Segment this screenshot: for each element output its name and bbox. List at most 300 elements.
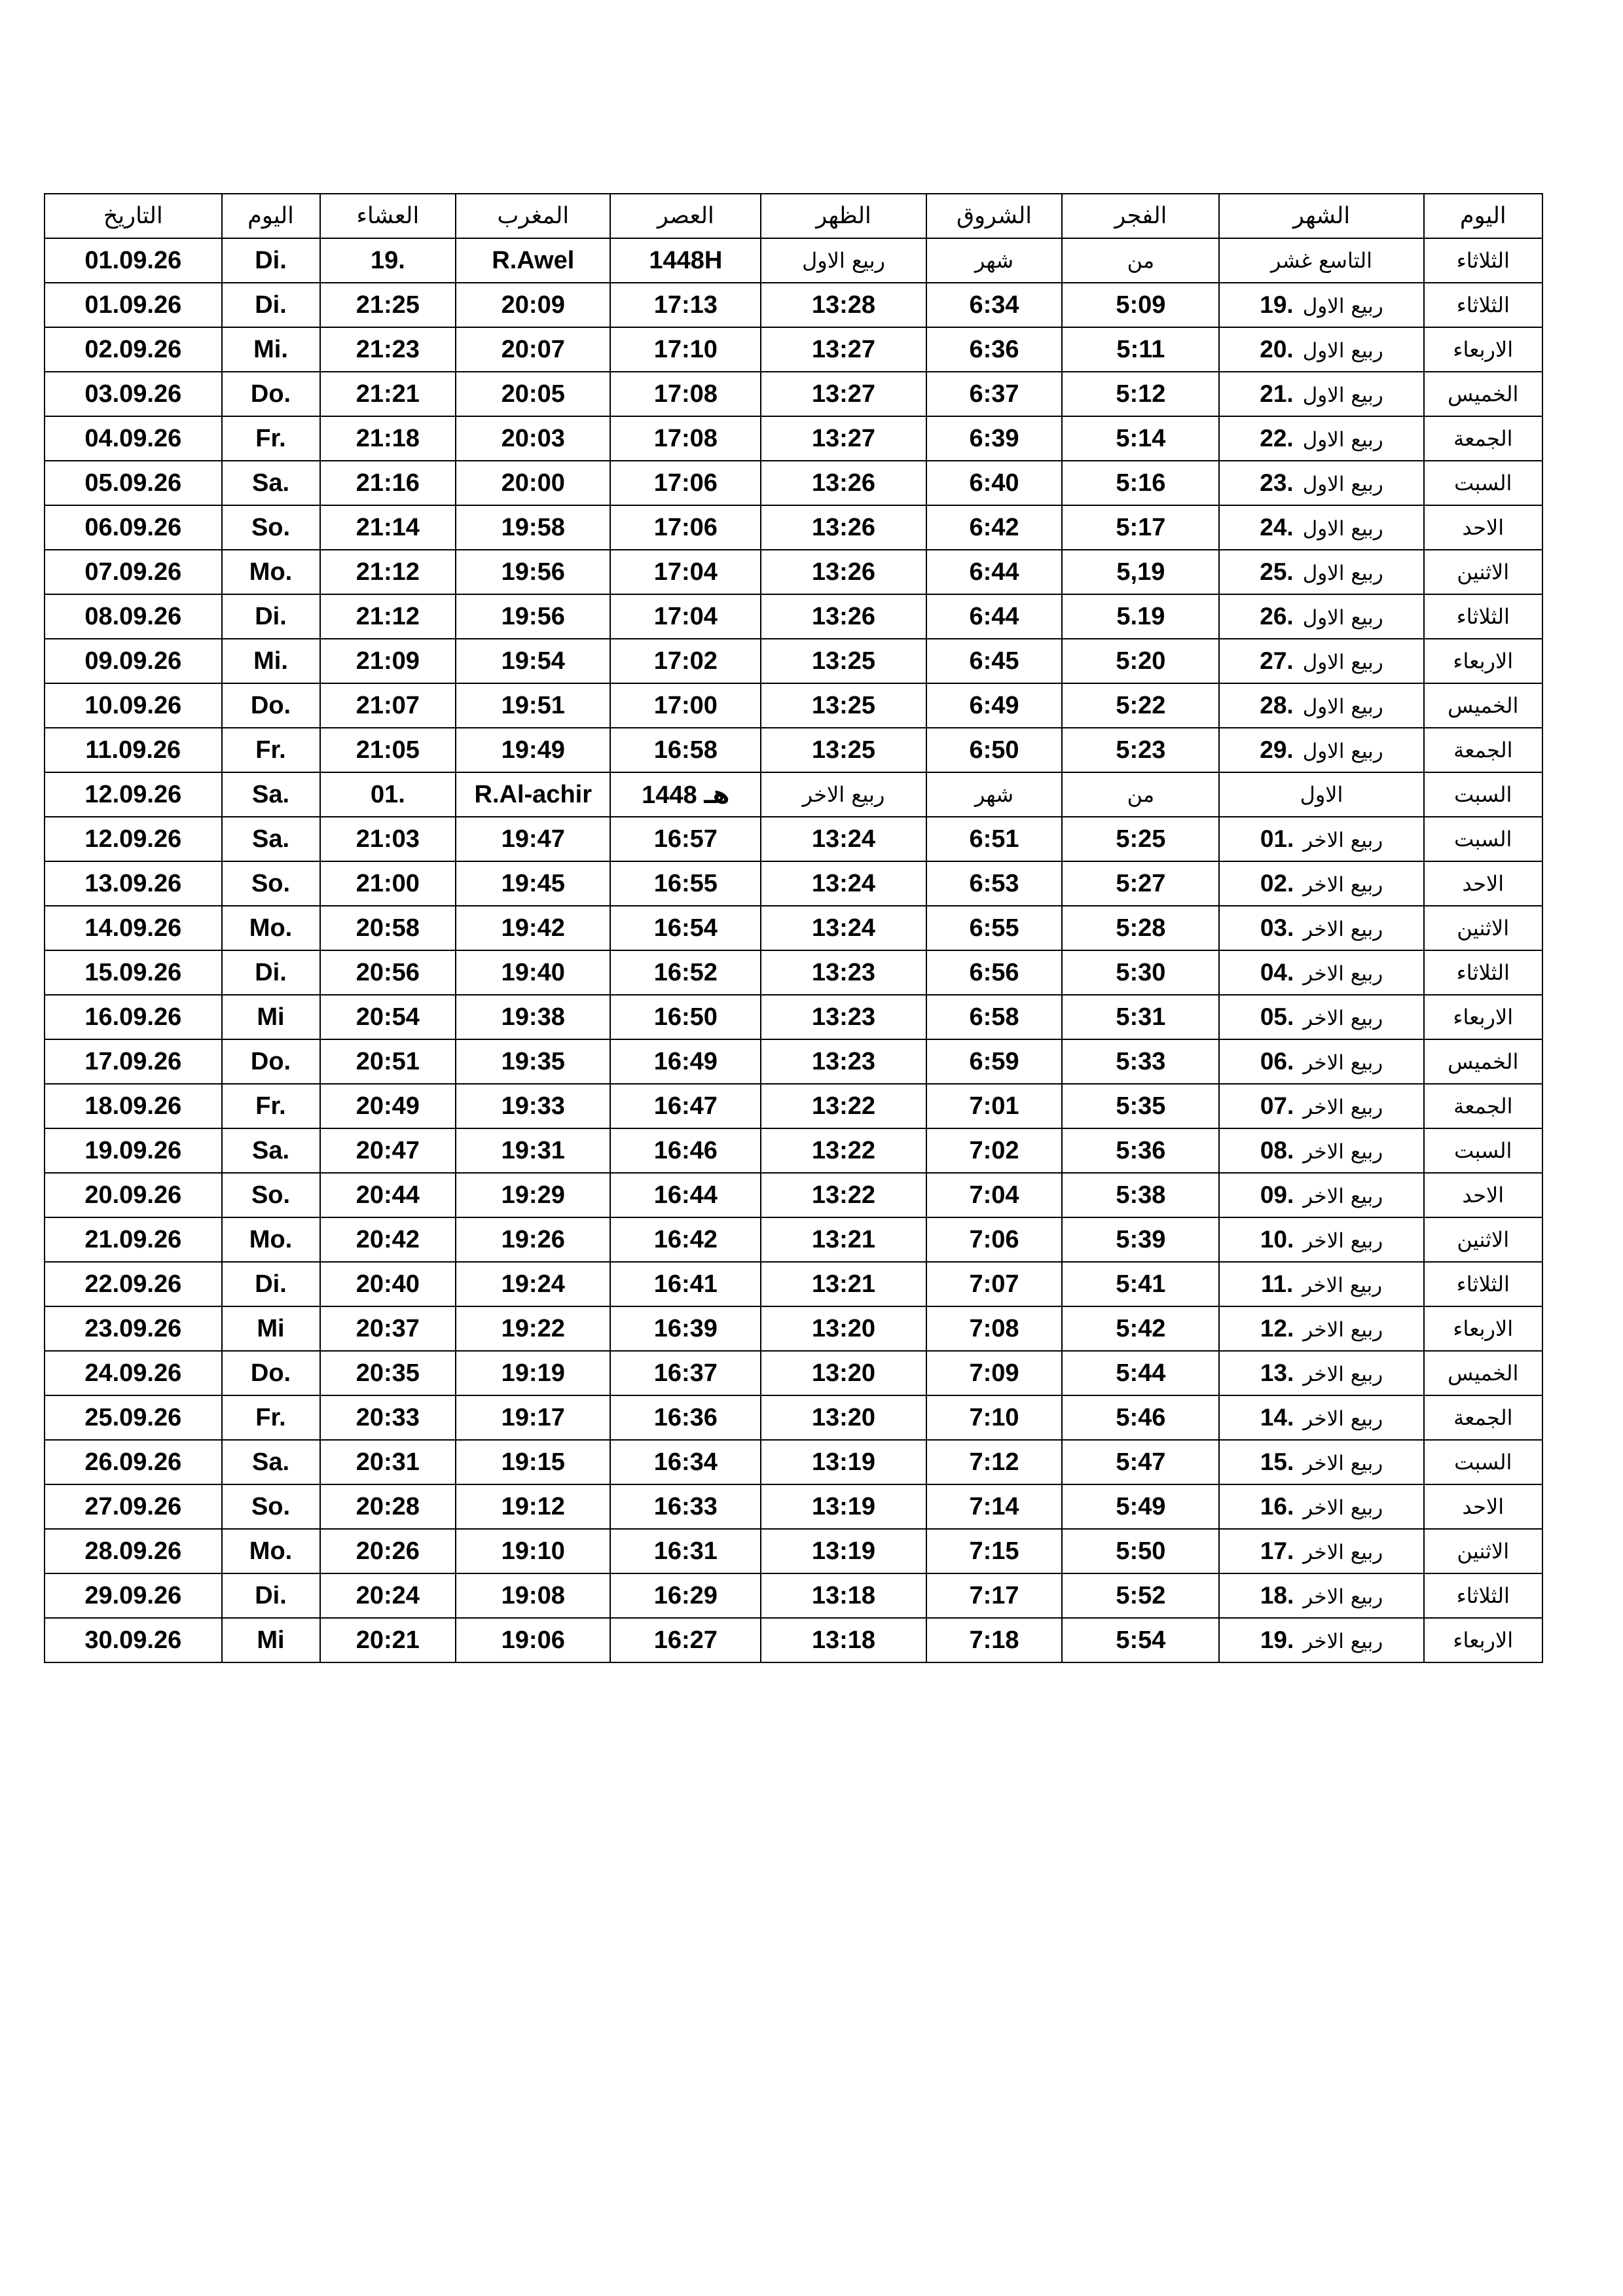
weekday-cell: Sa. [222, 772, 320, 817]
isha-cell: 21:25 [320, 283, 456, 327]
weekday-cell: Do. [222, 372, 320, 416]
hijri-month-cell [1219, 1128, 1423, 1173]
weekday-cell: Mi [222, 1306, 320, 1351]
weekday-cell: Di. [222, 950, 320, 995]
maghrib-cell: 19:22 [456, 1306, 610, 1351]
asr-cell: 16:50 [610, 995, 761, 1039]
maghrib-cell: R.Awel [456, 238, 610, 283]
asr-cell: 17:13 [610, 283, 761, 327]
fajr-cell: 5:36 [1062, 1128, 1219, 1173]
hijri-month-cell [1219, 416, 1423, 461]
hijri-month-name: ربيع الاول [1302, 651, 1383, 674]
asr-cell: 16:39 [610, 1306, 761, 1351]
fajr-cell: 5:12 [1062, 372, 1219, 416]
shuruq-cell: 7:08 [926, 1306, 1063, 1351]
table-row [45, 461, 1542, 505]
weekday-cell: Do. [222, 683, 320, 728]
fajr-cell: من [1062, 238, 1219, 283]
arabic-weekday-cell: الجمعة [1424, 1395, 1542, 1440]
hijri-month-cell [1219, 1529, 1423, 1573]
hijri-month-cell [1219, 1440, 1423, 1484]
dhuhr-cell: 13:21 [761, 1262, 926, 1306]
table-row [45, 1440, 1542, 1484]
date-cell: 16.09.26 [45, 995, 222, 1039]
asr-cell: 16:31 [610, 1529, 761, 1573]
header-fajr: الفجر [1062, 194, 1219, 238]
hijri-month-cell [1219, 550, 1423, 594]
hijri-month-name: ربيع الاول [1302, 517, 1383, 541]
arabic-weekday-cell: الثلاثاء [1424, 1262, 1542, 1306]
isha-cell: 20:24 [320, 1573, 456, 1618]
dhuhr-cell: 13:24 [761, 906, 926, 950]
shuruq-cell: 6:56 [926, 950, 1063, 995]
table-row [45, 639, 1542, 683]
prayer-times-table [44, 193, 1543, 1663]
arabic-weekday-cell: الاربعاء [1424, 995, 1542, 1039]
fajr-cell: 5.19 [1062, 594, 1219, 639]
date-cell: 01.09.26 [45, 238, 222, 283]
weekday-cell: Mi [222, 1618, 320, 1662]
dhuhr-cell: 13:27 [761, 327, 926, 372]
hijri-month-cell [1219, 283, 1423, 327]
isha-cell: 20:26 [320, 1529, 456, 1573]
asr-cell: 1448 هـ [610, 772, 761, 817]
isha-cell: 21:18 [320, 416, 456, 461]
weekday-cell: Mi [222, 995, 320, 1039]
arabic-weekday-cell: الاحد [1424, 1484, 1542, 1529]
fajr-cell: 5:20 [1062, 639, 1219, 683]
asr-cell: 16:27 [610, 1618, 761, 1662]
arabic-weekday-cell: الخميس [1424, 1039, 1542, 1084]
hijri-month-cell [1219, 1039, 1423, 1084]
hijri-day-number: 12. [1260, 1315, 1294, 1342]
isha-cell: 20:56 [320, 950, 456, 995]
hijri-month-name: ربيع الاخر [1303, 962, 1383, 986]
hijri-month-name: ربيع الاخر [1303, 1051, 1383, 1075]
hijri-day-number: 21. [1260, 380, 1294, 407]
shuruq-cell: 7:06 [926, 1217, 1063, 1262]
asr-cell: 17:04 [610, 550, 761, 594]
maghrib-cell: 20:07 [456, 327, 610, 372]
weekday-cell: So. [222, 861, 320, 906]
maghrib-cell: 19:35 [456, 1039, 610, 1084]
arabic-weekday-cell: الاثنين [1424, 1529, 1542, 1573]
fajr-cell: 5:49 [1062, 1484, 1219, 1529]
shuruq-cell: 7:14 [926, 1484, 1063, 1529]
dhuhr-cell: 13:23 [761, 950, 926, 995]
date-cell: 14.09.26 [45, 906, 222, 950]
fajr-cell: 5:22 [1062, 683, 1219, 728]
shuruq-cell: 7:17 [926, 1573, 1063, 1618]
fajr-cell: 5:33 [1062, 1039, 1219, 1084]
date-cell: 21.09.26 [45, 1217, 222, 1262]
hijri-month-cell [1219, 594, 1423, 639]
hijri-month-cell [1219, 1351, 1423, 1395]
dhuhr-cell: 13:21 [761, 1217, 926, 1262]
arabic-weekday-cell: الاثنين [1424, 550, 1542, 594]
weekday-cell: Do. [222, 1039, 320, 1084]
hijri-day-number: 24. [1260, 514, 1294, 541]
hijri-month-name: ربيع الاخر [1303, 1541, 1383, 1564]
fajr-cell: 5:47 [1062, 1440, 1219, 1484]
dhuhr-cell: 13:23 [761, 1039, 926, 1084]
shuruq-cell: 6:49 [926, 683, 1063, 728]
hijri-month-cell [1219, 950, 1423, 995]
dhuhr-cell: 13:22 [761, 1084, 926, 1128]
hijri-month-cell [1219, 1618, 1423, 1662]
maghrib-cell: 20:09 [456, 283, 610, 327]
isha-cell: 01. [320, 772, 456, 817]
isha-cell: 21:00 [320, 861, 456, 906]
header-asr: العصر [610, 194, 761, 238]
hijri-month-name: ربيع الاول [1302, 695, 1383, 719]
dhuhr-cell: 13:20 [761, 1306, 926, 1351]
shuruq-cell: 6:53 [926, 861, 1063, 906]
weekday-cell: Di. [222, 283, 320, 327]
table-row [45, 1084, 1542, 1128]
arabic-weekday-cell: الاربعاء [1424, 1618, 1542, 1662]
maghrib-cell: 19:12 [456, 1484, 610, 1529]
date-cell: 07.09.26 [45, 550, 222, 594]
maghrib-cell: 19:26 [456, 1217, 610, 1262]
isha-cell: 20:54 [320, 995, 456, 1039]
asr-cell: 17:02 [610, 639, 761, 683]
header-shuruq: الشروق [926, 194, 1063, 238]
table-row [45, 1217, 1542, 1262]
shuruq-cell: 6:45 [926, 639, 1063, 683]
hijri-day-number: 05. [1260, 1003, 1294, 1030]
fajr-cell: 5:44 [1062, 1351, 1219, 1395]
hijri-month-cell [1219, 906, 1423, 950]
weekday-cell: Do. [222, 1351, 320, 1395]
arabic-weekday-cell: الخميس [1424, 372, 1542, 416]
table-row [45, 728, 1542, 772]
dhuhr-cell: 13:24 [761, 817, 926, 861]
maghrib-cell: 19:56 [456, 594, 610, 639]
shuruq-cell: 6:34 [926, 283, 1063, 327]
hijri-month-cell [1219, 817, 1423, 861]
maghrib-cell: 19:29 [456, 1173, 610, 1217]
shuruq-cell: 7:15 [926, 1529, 1063, 1573]
fajr-cell: 5:16 [1062, 461, 1219, 505]
month-start-row [45, 238, 1542, 283]
hijri-day-number: 26. [1260, 603, 1294, 630]
header-weekday: اليوم [222, 194, 320, 238]
maghrib-cell: 20:05 [456, 372, 610, 416]
fajr-cell: 5:42 [1062, 1306, 1219, 1351]
maghrib-cell: 19:42 [456, 906, 610, 950]
isha-cell: 19. [320, 238, 456, 283]
isha-cell: 21:16 [320, 461, 456, 505]
isha-cell: 20:58 [320, 906, 456, 950]
weekday-cell: So. [222, 1484, 320, 1529]
asr-cell: 16:49 [610, 1039, 761, 1084]
asr-cell: 17:00 [610, 683, 761, 728]
hijri-month-name: ربيع الاخر [1303, 873, 1383, 897]
arabic-weekday-cell: السبت [1424, 772, 1542, 817]
hijri-month-name: ربيع الاخر [1303, 829, 1383, 852]
shuruq-cell: شهر [926, 238, 1063, 283]
isha-cell: 20:21 [320, 1618, 456, 1662]
weekday-cell: Mi. [222, 639, 320, 683]
dhuhr-cell: 13:26 [761, 594, 926, 639]
arabic-weekday-cell: الجمعة [1424, 728, 1542, 772]
arabic-weekday-cell: الاربعاء [1424, 1306, 1542, 1351]
hijri-day-number: 15. [1260, 1448, 1294, 1475]
weekday-cell: Mi. [222, 327, 320, 372]
weekday-cell: Fr. [222, 1395, 320, 1440]
asr-cell: 16:44 [610, 1173, 761, 1217]
weekday-cell: Fr. [222, 1084, 320, 1128]
weekday-cell: Mo. [222, 906, 320, 950]
asr-cell: 17:08 [610, 372, 761, 416]
hijri-month-name: ربيع الاخر [1303, 1007, 1383, 1030]
weekday-cell: Sa. [222, 817, 320, 861]
hijri-month-name: ربيع الاول [1302, 295, 1383, 318]
fajr-cell: 5:39 [1062, 1217, 1219, 1262]
shuruq-cell: 7:07 [926, 1262, 1063, 1306]
maghrib-cell: 19:06 [456, 1618, 610, 1662]
dhuhr-cell: 13:26 [761, 461, 926, 505]
maghrib-cell: 19:58 [456, 505, 610, 550]
asr-cell: 16:52 [610, 950, 761, 995]
shuruq-cell: 7:01 [926, 1084, 1063, 1128]
date-cell: 08.09.26 [45, 594, 222, 639]
header-row [45, 194, 1542, 238]
table-row [45, 1395, 1542, 1440]
hijri-month-cell [1219, 1262, 1423, 1306]
hijri-day-number: 11. [1260, 1270, 1294, 1297]
shuruq-cell: 7:10 [926, 1395, 1063, 1440]
header-date: التاريخ [45, 194, 222, 238]
date-cell: 04.09.26 [45, 416, 222, 461]
maghrib-cell: 19:24 [456, 1262, 610, 1306]
hijri-month-cell [1219, 1395, 1423, 1440]
isha-cell: 20:44 [320, 1173, 456, 1217]
hijri-month-cell [1219, 1217, 1423, 1262]
hijri-month-cell [1219, 461, 1423, 505]
fajr-cell: 5:30 [1062, 950, 1219, 995]
asr-cell: 1448H [610, 238, 761, 283]
date-cell: 03.09.26 [45, 372, 222, 416]
shuruq-cell: 6:51 [926, 817, 1063, 861]
dhuhr-cell: 13:25 [761, 728, 926, 772]
date-cell: 29.09.26 [45, 1573, 222, 1618]
dhuhr-cell: 13:25 [761, 683, 926, 728]
dhuhr-cell: 13:27 [761, 372, 926, 416]
fajr-cell: 5:41 [1062, 1262, 1219, 1306]
maghrib-cell: 19:31 [456, 1128, 610, 1173]
arabic-weekday-cell: الخميس [1424, 683, 1542, 728]
fajr-cell: 5:17 [1062, 505, 1219, 550]
hijri-day-number: 28. [1260, 692, 1294, 719]
arabic-weekday-cell: السبت [1424, 1440, 1542, 1484]
isha-cell: 21:14 [320, 505, 456, 550]
date-cell: 01.09.26 [45, 283, 222, 327]
hijri-day-number: 19. [1260, 1626, 1294, 1653]
date-cell: 11.09.26 [45, 728, 222, 772]
isha-cell: 21:21 [320, 372, 456, 416]
hijri-month-name: ربيع الاخر [1303, 1585, 1383, 1609]
isha-cell: 20:47 [320, 1128, 456, 1173]
hijri-month-name: ربيع الاول [1302, 384, 1383, 407]
table-row [45, 416, 1542, 461]
dhuhr-cell: ربيع الاول [761, 238, 926, 283]
isha-cell: 20:51 [320, 1039, 456, 1084]
hijri-day-number: 03. [1260, 914, 1294, 941]
dhuhr-cell: 13:20 [761, 1395, 926, 1440]
maghrib-cell: 20:03 [456, 416, 610, 461]
hijri-day-number: 01. [1260, 825, 1294, 852]
hijri-month-name: ربيع الاخر [1303, 1363, 1383, 1386]
table-row [45, 327, 1542, 372]
hijri-month-name: ربيع الاخر [1303, 1318, 1383, 1342]
hijri-month-name: ربيع الاخر [1303, 1229, 1383, 1253]
hijri-day-number: 17. [1260, 1537, 1294, 1564]
maghrib-cell: 19:51 [456, 683, 610, 728]
isha-cell: 20:28 [320, 1484, 456, 1529]
shuruq-cell: 6:36 [926, 327, 1063, 372]
hijri-day-number: 08. [1260, 1137, 1294, 1164]
fajr-cell: 5:23 [1062, 728, 1219, 772]
date-cell: 24.09.26 [45, 1351, 222, 1395]
table-row [45, 1484, 1542, 1529]
hijri-month-name: ربيع الاخر [1303, 918, 1383, 941]
hijri-day-number: 06. [1260, 1048, 1294, 1075]
date-cell: 02.09.26 [45, 327, 222, 372]
isha-cell: 21:23 [320, 327, 456, 372]
hijri-month-name: ربيع الاخر [1303, 1630, 1383, 1653]
shuruq-cell: 7:04 [926, 1173, 1063, 1217]
hijri-month-cell [1219, 327, 1423, 372]
fajr-cell: 5:25 [1062, 817, 1219, 861]
table-row [45, 1128, 1542, 1173]
asr-cell: 17:08 [610, 416, 761, 461]
isha-cell: 21:12 [320, 550, 456, 594]
hijri-month-cell [1219, 861, 1423, 906]
table-row [45, 1351, 1542, 1395]
fajr-cell: 5:38 [1062, 1173, 1219, 1217]
isha-cell: 21:05 [320, 728, 456, 772]
hijri-month-cell [1219, 639, 1423, 683]
fajr-cell: 5:54 [1062, 1618, 1219, 1662]
fajr-cell: 5:14 [1062, 416, 1219, 461]
asr-cell: 16:33 [610, 1484, 761, 1529]
shuruq-cell: 6:44 [926, 550, 1063, 594]
arabic-weekday-cell: السبت [1424, 461, 1542, 505]
maghrib-cell: 19:54 [456, 639, 610, 683]
maghrib-cell: R.Al-achir [456, 772, 610, 817]
hijri-day-number: 25. [1260, 558, 1294, 585]
arabic-weekday-cell: الاربعاء [1424, 327, 1542, 372]
dhuhr-cell: 13:19 [761, 1440, 926, 1484]
fajr-cell: 5:50 [1062, 1529, 1219, 1573]
dhuhr-cell: 13:19 [761, 1529, 926, 1573]
weekday-cell: Di. [222, 594, 320, 639]
fajr-cell: 5:31 [1062, 995, 1219, 1039]
date-cell: 18.09.26 [45, 1084, 222, 1128]
hijri-day-number: 04. [1260, 959, 1294, 986]
dhuhr-cell: 13:22 [761, 1173, 926, 1217]
fajr-cell: 5:09 [1062, 283, 1219, 327]
asr-cell: 16:36 [610, 1395, 761, 1440]
isha-cell: 21:07 [320, 683, 456, 728]
asr-cell: 17:06 [610, 505, 761, 550]
dhuhr-cell: 13:26 [761, 505, 926, 550]
hijri-day-number: 13. [1260, 1359, 1294, 1386]
table-row [45, 550, 1542, 594]
hijri-month-cell [1219, 683, 1423, 728]
weekday-cell: Mo. [222, 550, 320, 594]
table-row [45, 1262, 1542, 1306]
date-cell: 15.09.26 [45, 950, 222, 995]
hijri-day-number: 09. [1260, 1181, 1294, 1208]
maghrib-cell: 19:56 [456, 550, 610, 594]
arabic-weekday-cell: الثلاثاء [1424, 950, 1542, 995]
dhuhr-cell: 13:20 [761, 1351, 926, 1395]
header-isha: العشاء [320, 194, 456, 238]
dhuhr-cell: 13:18 [761, 1573, 926, 1618]
date-cell: 09.09.26 [45, 639, 222, 683]
fajr-cell: 5:46 [1062, 1395, 1219, 1440]
isha-cell: 21:12 [320, 594, 456, 639]
isha-cell: 20:42 [320, 1217, 456, 1262]
date-cell: 23.09.26 [45, 1306, 222, 1351]
maghrib-cell: 19:19 [456, 1351, 610, 1395]
shuruq-cell: شهر [926, 772, 1063, 817]
isha-cell: 20:37 [320, 1306, 456, 1351]
shuruq-cell: 6:58 [926, 995, 1063, 1039]
weekday-cell: Sa. [222, 461, 320, 505]
asr-cell: 16:41 [610, 1262, 761, 1306]
fajr-cell: 5:52 [1062, 1573, 1219, 1618]
dhuhr-cell: 13:22 [761, 1128, 926, 1173]
hijri-month-cell [1219, 1084, 1423, 1128]
arabic-weekday-cell: الاثنين [1424, 1217, 1542, 1262]
maghrib-cell: 19:40 [456, 950, 610, 995]
asr-cell: 16:34 [610, 1440, 761, 1484]
maghrib-cell: 19:45 [456, 861, 610, 906]
fajr-cell: 5:11 [1062, 327, 1219, 372]
hijri-month-name: ربيع الاخر [1303, 1496, 1383, 1520]
date-cell: 05.09.26 [45, 461, 222, 505]
arabic-weekday-cell: السبت [1424, 817, 1542, 861]
maghrib-cell: 19:10 [456, 1529, 610, 1573]
date-cell: 30.09.26 [45, 1618, 222, 1662]
table-row [45, 505, 1542, 550]
shuruq-cell: 6:44 [926, 594, 1063, 639]
month-start-row [45, 772, 1542, 817]
hijri-month-cell [1219, 505, 1423, 550]
hijri-month-cell [1219, 372, 1423, 416]
hijri-month-name: ربيع الاخر [1303, 1185, 1383, 1208]
date-cell: 12.09.26 [45, 772, 222, 817]
shuruq-cell: 6:42 [926, 505, 1063, 550]
dhuhr-cell: 13:28 [761, 283, 926, 327]
hijri-month-name: ربيع الاول [1302, 473, 1383, 496]
weekday-cell: Fr. [222, 416, 320, 461]
fajr-cell: من [1062, 772, 1219, 817]
date-cell: 22.09.26 [45, 1262, 222, 1306]
asr-cell: 16:46 [610, 1128, 761, 1173]
shuruq-cell: 7:09 [926, 1351, 1063, 1395]
shuruq-cell: 6:40 [926, 461, 1063, 505]
date-cell: 19.09.26 [45, 1128, 222, 1173]
maghrib-cell: 19:08 [456, 1573, 610, 1618]
hijri-month-name: ربيع الاخر [1302, 1274, 1383, 1297]
table-row [45, 1618, 1542, 1662]
date-cell: 26.09.26 [45, 1440, 222, 1484]
